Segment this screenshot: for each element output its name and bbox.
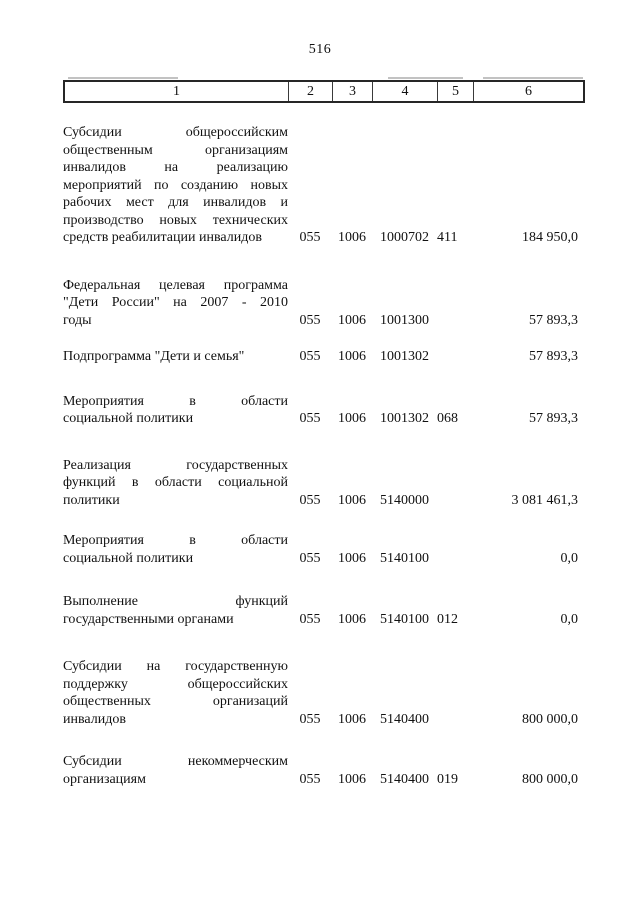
table-row <box>63 532 585 567</box>
header-cell-1: 1 <box>173 84 180 99</box>
description-line: инвалидов на реализацию <box>63 160 288 175</box>
table-row <box>63 753 585 788</box>
description-line: инвалидов <box>63 711 126 727</box>
description-line: социальной политики <box>63 550 194 566</box>
col-expense-type-code: 068 <box>437 411 458 426</box>
description-line: рабочих мест для инвалидов и <box>63 195 288 210</box>
description-line: организациям <box>63 771 146 787</box>
col-article-code: 1001302 <box>380 349 429 364</box>
table-header-row <box>63 80 585 103</box>
row-description <box>63 277 288 330</box>
description-line: Субсидии некоммерческим <box>63 754 288 769</box>
col-section-code: 1006 <box>338 312 366 328</box>
col-expense-type-code: 012 <box>437 611 458 627</box>
col-article-code: 1001302 <box>380 411 429 426</box>
row-description <box>63 348 288 366</box>
description-line: мероприятий по созданию новых <box>63 177 288 193</box>
row-description <box>63 658 288 728</box>
col-article-code: 5140000 <box>380 492 429 508</box>
table-row <box>63 124 585 247</box>
col-article-code: 5140400 <box>380 771 429 787</box>
col-amount: 57 893,3 <box>529 411 578 426</box>
description-line: Субсидии общероссийским <box>63 125 288 140</box>
col-article-code: 1001300 <box>380 312 429 328</box>
col-amount: 57 893,3 <box>529 312 578 328</box>
col-article-code: 5140100 <box>380 550 429 566</box>
col-article-code: 1000702 <box>380 230 429 245</box>
header-cell-6: 6 <box>473 82 583 101</box>
table-row <box>63 593 585 628</box>
description-line: Мероприятия в области <box>63 533 288 548</box>
description-line: средств реабилитации инвалидов <box>63 230 262 245</box>
description-line: Мероприятия в области <box>63 393 288 409</box>
header-cell-5: 5 <box>437 82 473 101</box>
col-amount: 3 081 461,3 <box>511 492 578 508</box>
table-row <box>63 658 585 728</box>
col-section-code: 1006 <box>338 771 366 787</box>
description-line: Подпрограмма "Дети и семья" <box>63 349 245 364</box>
col-grbs-code: 055 <box>299 611 321 627</box>
col-expense-type-code: 019 <box>437 771 458 787</box>
description-line: государственными органами <box>63 611 234 627</box>
col-grbs-code: 055 <box>299 349 321 364</box>
header-cell-2: 2 <box>288 82 332 101</box>
col-amount: 800 000,0 <box>522 771 578 787</box>
col-section-code: 1006 <box>338 711 366 727</box>
description-line: функций в области социальной <box>63 475 288 490</box>
col-grbs-code: 055 <box>299 230 321 245</box>
col-amount: 184 950,0 <box>522 230 578 245</box>
row-description <box>63 753 288 788</box>
col-article-code: 5140400 <box>380 711 429 727</box>
description-line: поддержку общероссийских <box>63 676 288 692</box>
scan-artifact <box>68 77 178 79</box>
row-description <box>63 124 288 247</box>
col-section-code: 1006 <box>338 611 366 627</box>
table-row <box>63 277 585 330</box>
col-article-code: 5140100 <box>380 611 429 627</box>
col-amount: 800 000,0 <box>522 711 578 727</box>
col-section-code: 1006 <box>338 349 366 364</box>
description-line: Федеральная целевая программа <box>63 277 288 293</box>
description-line: общественных организаций <box>63 694 288 709</box>
table-row <box>63 457 585 510</box>
description-line: годы <box>63 312 92 328</box>
col-amount: 0,0 <box>560 611 578 627</box>
description-line: общественным организациям <box>63 142 288 158</box>
description-line: производство новых технических <box>63 212 288 228</box>
col-section-code: 1006 <box>338 411 366 426</box>
col-section-code: 1006 <box>338 492 366 508</box>
header-cell-3: 3 <box>332 82 372 101</box>
page-number: 516 <box>308 42 332 57</box>
col-grbs-code: 055 <box>299 312 321 328</box>
row-description <box>63 393 288 428</box>
description-line: "Дети России" на 2007 - 2010 <box>63 295 288 310</box>
col-section-code: 1006 <box>338 550 366 566</box>
col-grbs-code: 055 <box>299 550 321 566</box>
col-grbs-code: 055 <box>299 771 321 787</box>
description-line: Выполнение функций <box>63 594 288 609</box>
row-description <box>63 593 288 628</box>
col-grbs-code: 055 <box>299 711 321 727</box>
table-row <box>63 348 585 366</box>
col-section-code: 1006 <box>338 230 366 245</box>
budget-table <box>63 80 585 788</box>
col-expense-type-code: 411 <box>437 230 458 245</box>
col-amount: 0,0 <box>560 550 578 566</box>
col-grbs-code: 055 <box>299 492 321 508</box>
scan-artifact <box>483 77 583 79</box>
description-line: Субсидии на государственную <box>63 659 288 674</box>
description-line: политики <box>63 492 120 508</box>
scan-artifact <box>388 77 463 79</box>
col-grbs-code: 055 <box>299 411 321 426</box>
header-cell-4: 4 <box>372 82 437 101</box>
row-description <box>63 532 288 567</box>
col-amount: 57 893,3 <box>529 349 578 364</box>
row-description <box>63 457 288 510</box>
description-line: Реализация государственных <box>63 457 288 473</box>
table-row <box>63 393 585 428</box>
description-line: социальной политики <box>63 411 194 426</box>
